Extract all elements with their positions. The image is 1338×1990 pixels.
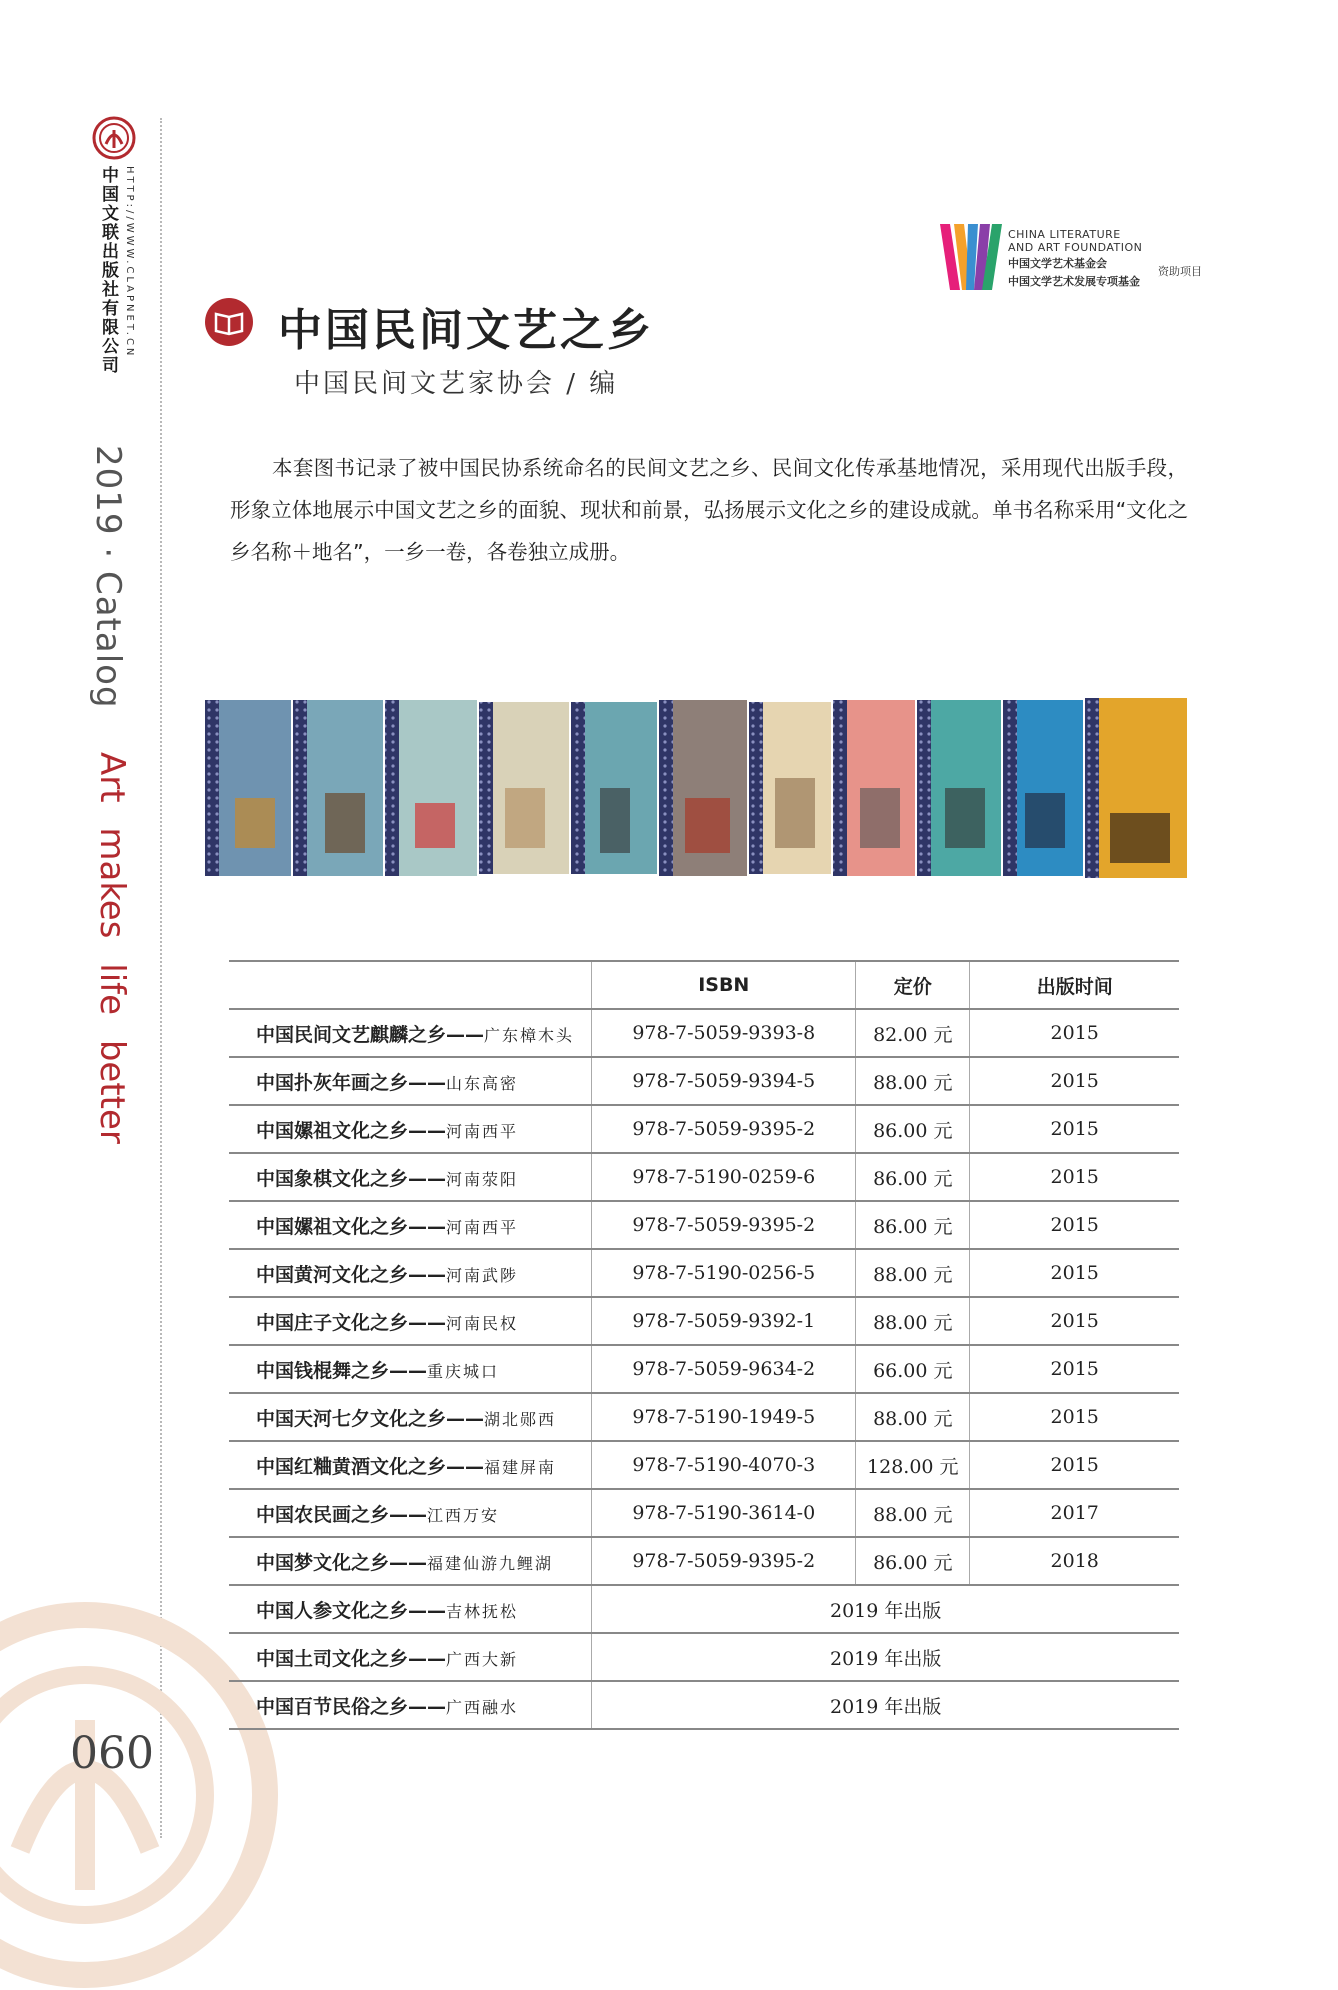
volume-year: 2015 <box>970 1153 1179 1201</box>
foundation-en-line1: CHINA LITERATURE <box>1008 228 1121 241</box>
volume-title: 中国庄子文化之乡——河南民权 <box>229 1297 592 1345</box>
book-covers-image <box>205 698 1190 880</box>
sponsored-tag: 资助项目 <box>1158 265 1202 278</box>
publication-note: 2019 年出版 <box>592 1681 1179 1729</box>
volume-year: 2015 <box>970 1345 1179 1393</box>
table-row <box>229 1297 1179 1345</box>
volume-title: 中国钱棍舞之乡——重庆城口 <box>229 1345 592 1393</box>
table-row-pending <box>229 1681 1179 1729</box>
table-row <box>229 1105 1179 1153</box>
volume-price: 88.00 元 <box>856 1489 970 1537</box>
table-row <box>229 1537 1179 1585</box>
header-title <box>229 961 592 1009</box>
volume-place: 河南武陟 <box>446 1265 519 1285</box>
slogan: Art makes life better <box>92 752 132 1144</box>
publisher-url: HTTP://WWW.CLAPNET.CN <box>124 166 135 359</box>
volume-isbn: 978-7-5190-4070-3 <box>592 1441 856 1489</box>
volume-place: 吉林抚松 <box>446 1601 519 1621</box>
table-row-pending <box>229 1633 1179 1681</box>
volume-place: 河南民权 <box>446 1313 519 1333</box>
catalog-label: 2019 · Catalog <box>88 445 128 709</box>
volume-title: 中国土司文化之乡——广西大新 <box>229 1633 592 1681</box>
volume-place: 河南荥阳 <box>446 1169 519 1189</box>
volume-price: 82.00 元 <box>856 1009 970 1057</box>
volume-title: 中国嫘祖文化之乡——河南西平 <box>229 1201 592 1249</box>
volume-year: 2015 <box>970 1201 1179 1249</box>
volume-place: 湖北郧西 <box>484 1409 557 1429</box>
volume-place: 河南西平 <box>446 1121 519 1141</box>
volume-title: 中国百节民俗之乡——广西融水 <box>229 1681 592 1729</box>
volume-isbn: 978-7-5059-9395-2 <box>592 1537 856 1585</box>
foundation-logo-icon <box>940 224 1004 290</box>
volume-place: 河南西平 <box>446 1217 519 1237</box>
volume-place: 福建屏南 <box>484 1457 557 1477</box>
volume-price: 128.00 元 <box>856 1441 970 1489</box>
volume-place: 重庆城口 <box>427 1361 500 1381</box>
foundation-name <box>1008 228 1142 290</box>
volume-title: 中国红粬黄酒文化之乡——福建屏南 <box>229 1441 592 1489</box>
volume-year: 2015 <box>970 1009 1179 1057</box>
table-header-row <box>229 961 1179 1009</box>
volume-place: 广西大新 <box>446 1649 519 1669</box>
volume-title: 中国嫘祖文化之乡——河南西平 <box>229 1105 592 1153</box>
volume-title: 中国人参文化之乡——吉林抚松 <box>229 1585 592 1633</box>
volume-year: 2015 <box>970 1441 1179 1489</box>
volume-year: 2018 <box>970 1537 1179 1585</box>
volume-place: 江西万安 <box>427 1505 500 1525</box>
volume-year: 2015 <box>970 1249 1179 1297</box>
page-number: 060 <box>70 1728 154 1779</box>
table-row <box>229 1009 1179 1057</box>
volume-title: 中国扑灰年画之乡——山东高密 <box>229 1057 592 1105</box>
volume-price: 86.00 元 <box>856 1153 970 1201</box>
volume-place: 福建仙游九鲤湖 <box>427 1553 554 1573</box>
volume-isbn: 978-7-5059-9634-2 <box>592 1345 856 1393</box>
book-description: 本套图书记录了被中国民协系统命名的民间文艺之乡、民间文化传承基地情况，采用现代出版手段，形象立体地展示中国文艺之乡的面貌、现状和前景，弘扬展示文化之乡的建设成就。单书名称采用“文化之乡名称＋地名”，一乡一卷，各卷独立成册。 <box>230 456 1188 564</box>
volume-title: 中国梦文化之乡——福建仙游九鲤湖 <box>229 1537 592 1585</box>
volume-isbn: 978-7-5059-9395-2 <box>592 1201 856 1249</box>
table-row-pending <box>229 1585 1179 1633</box>
book-title: 中国民间文艺之乡 <box>278 305 654 356</box>
volume-price: 86.00 元 <box>856 1105 970 1153</box>
table-row <box>229 1489 1179 1537</box>
volume-price: 88.00 元 <box>856 1297 970 1345</box>
sidebar-divider <box>160 118 162 1838</box>
header-isbn: ISBN <box>592 961 856 1009</box>
volume-price: 88.00 元 <box>856 1249 970 1297</box>
volume-title: 中国黄河文化之乡——河南武陟 <box>229 1249 592 1297</box>
foundation-en-line2: AND ART FOUNDATION <box>1008 241 1143 254</box>
table-row <box>229 1345 1179 1393</box>
table-row <box>229 1153 1179 1201</box>
volume-isbn: 978-7-5190-0256-5 <box>592 1249 856 1297</box>
volume-price: 88.00 元 <box>856 1057 970 1105</box>
volume-price: 86.00 元 <box>856 1537 970 1585</box>
foundation-cn-line1: 中国文学艺术基金会 <box>1008 257 1107 270</box>
table-row <box>229 1393 1179 1441</box>
volume-place: 广西融水 <box>446 1697 519 1717</box>
publisher-name: 中国文联出版社有限公司 <box>98 166 118 375</box>
volume-isbn: 978-7-5190-3614-0 <box>592 1489 856 1537</box>
volume-title: 中国天河七夕文化之乡——湖北郧西 <box>229 1393 592 1441</box>
volume-isbn: 978-7-5059-9395-2 <box>592 1105 856 1153</box>
table-row <box>229 1057 1179 1105</box>
publication-note: 2019 年出版 <box>592 1585 1179 1633</box>
foundation-cn-line2: 中国文学艺术发展专项基金 <box>1008 275 1140 288</box>
book-editor: 中国民间文艺家协会 / 编 <box>294 369 619 399</box>
volume-isbn: 978-7-5059-9394-5 <box>592 1057 856 1105</box>
volume-isbn: 978-7-5059-9392-1 <box>592 1297 856 1345</box>
volume-price: 86.00 元 <box>856 1201 970 1249</box>
volume-isbn: 978-7-5059-9393-8 <box>592 1009 856 1057</box>
volume-place: 山东高密 <box>446 1073 519 1093</box>
book-icon <box>204 297 254 347</box>
volume-price: 66.00 元 <box>856 1345 970 1393</box>
volume-isbn: 978-7-5190-1949-5 <box>592 1393 856 1441</box>
header-year: 出版时间 <box>970 961 1179 1009</box>
table-row <box>229 1441 1179 1489</box>
volume-year: 2015 <box>970 1297 1179 1345</box>
volume-place: 广东樟木头 <box>484 1025 575 1045</box>
volume-title: 中国民间文艺麒麟之乡——广东樟木头 <box>229 1009 592 1057</box>
volume-year: 2015 <box>970 1105 1179 1153</box>
publication-note: 2019 年出版 <box>592 1633 1179 1681</box>
volume-title: 中国农民画之乡——江西万安 <box>229 1489 592 1537</box>
volume-price: 88.00 元 <box>856 1393 970 1441</box>
table-row <box>229 1201 1179 1249</box>
volume-title: 中国象棋文化之乡——河南荥阳 <box>229 1153 592 1201</box>
publisher-logo-icon <box>92 116 136 160</box>
table-row <box>229 1249 1179 1297</box>
volume-year: 2015 <box>970 1057 1179 1105</box>
volume-year: 2015 <box>970 1393 1179 1441</box>
book-list-table <box>229 960 1179 1730</box>
volume-isbn: 978-7-5190-0259-6 <box>592 1153 856 1201</box>
header-price: 定价 <box>856 961 970 1009</box>
volume-year: 2017 <box>970 1489 1179 1537</box>
